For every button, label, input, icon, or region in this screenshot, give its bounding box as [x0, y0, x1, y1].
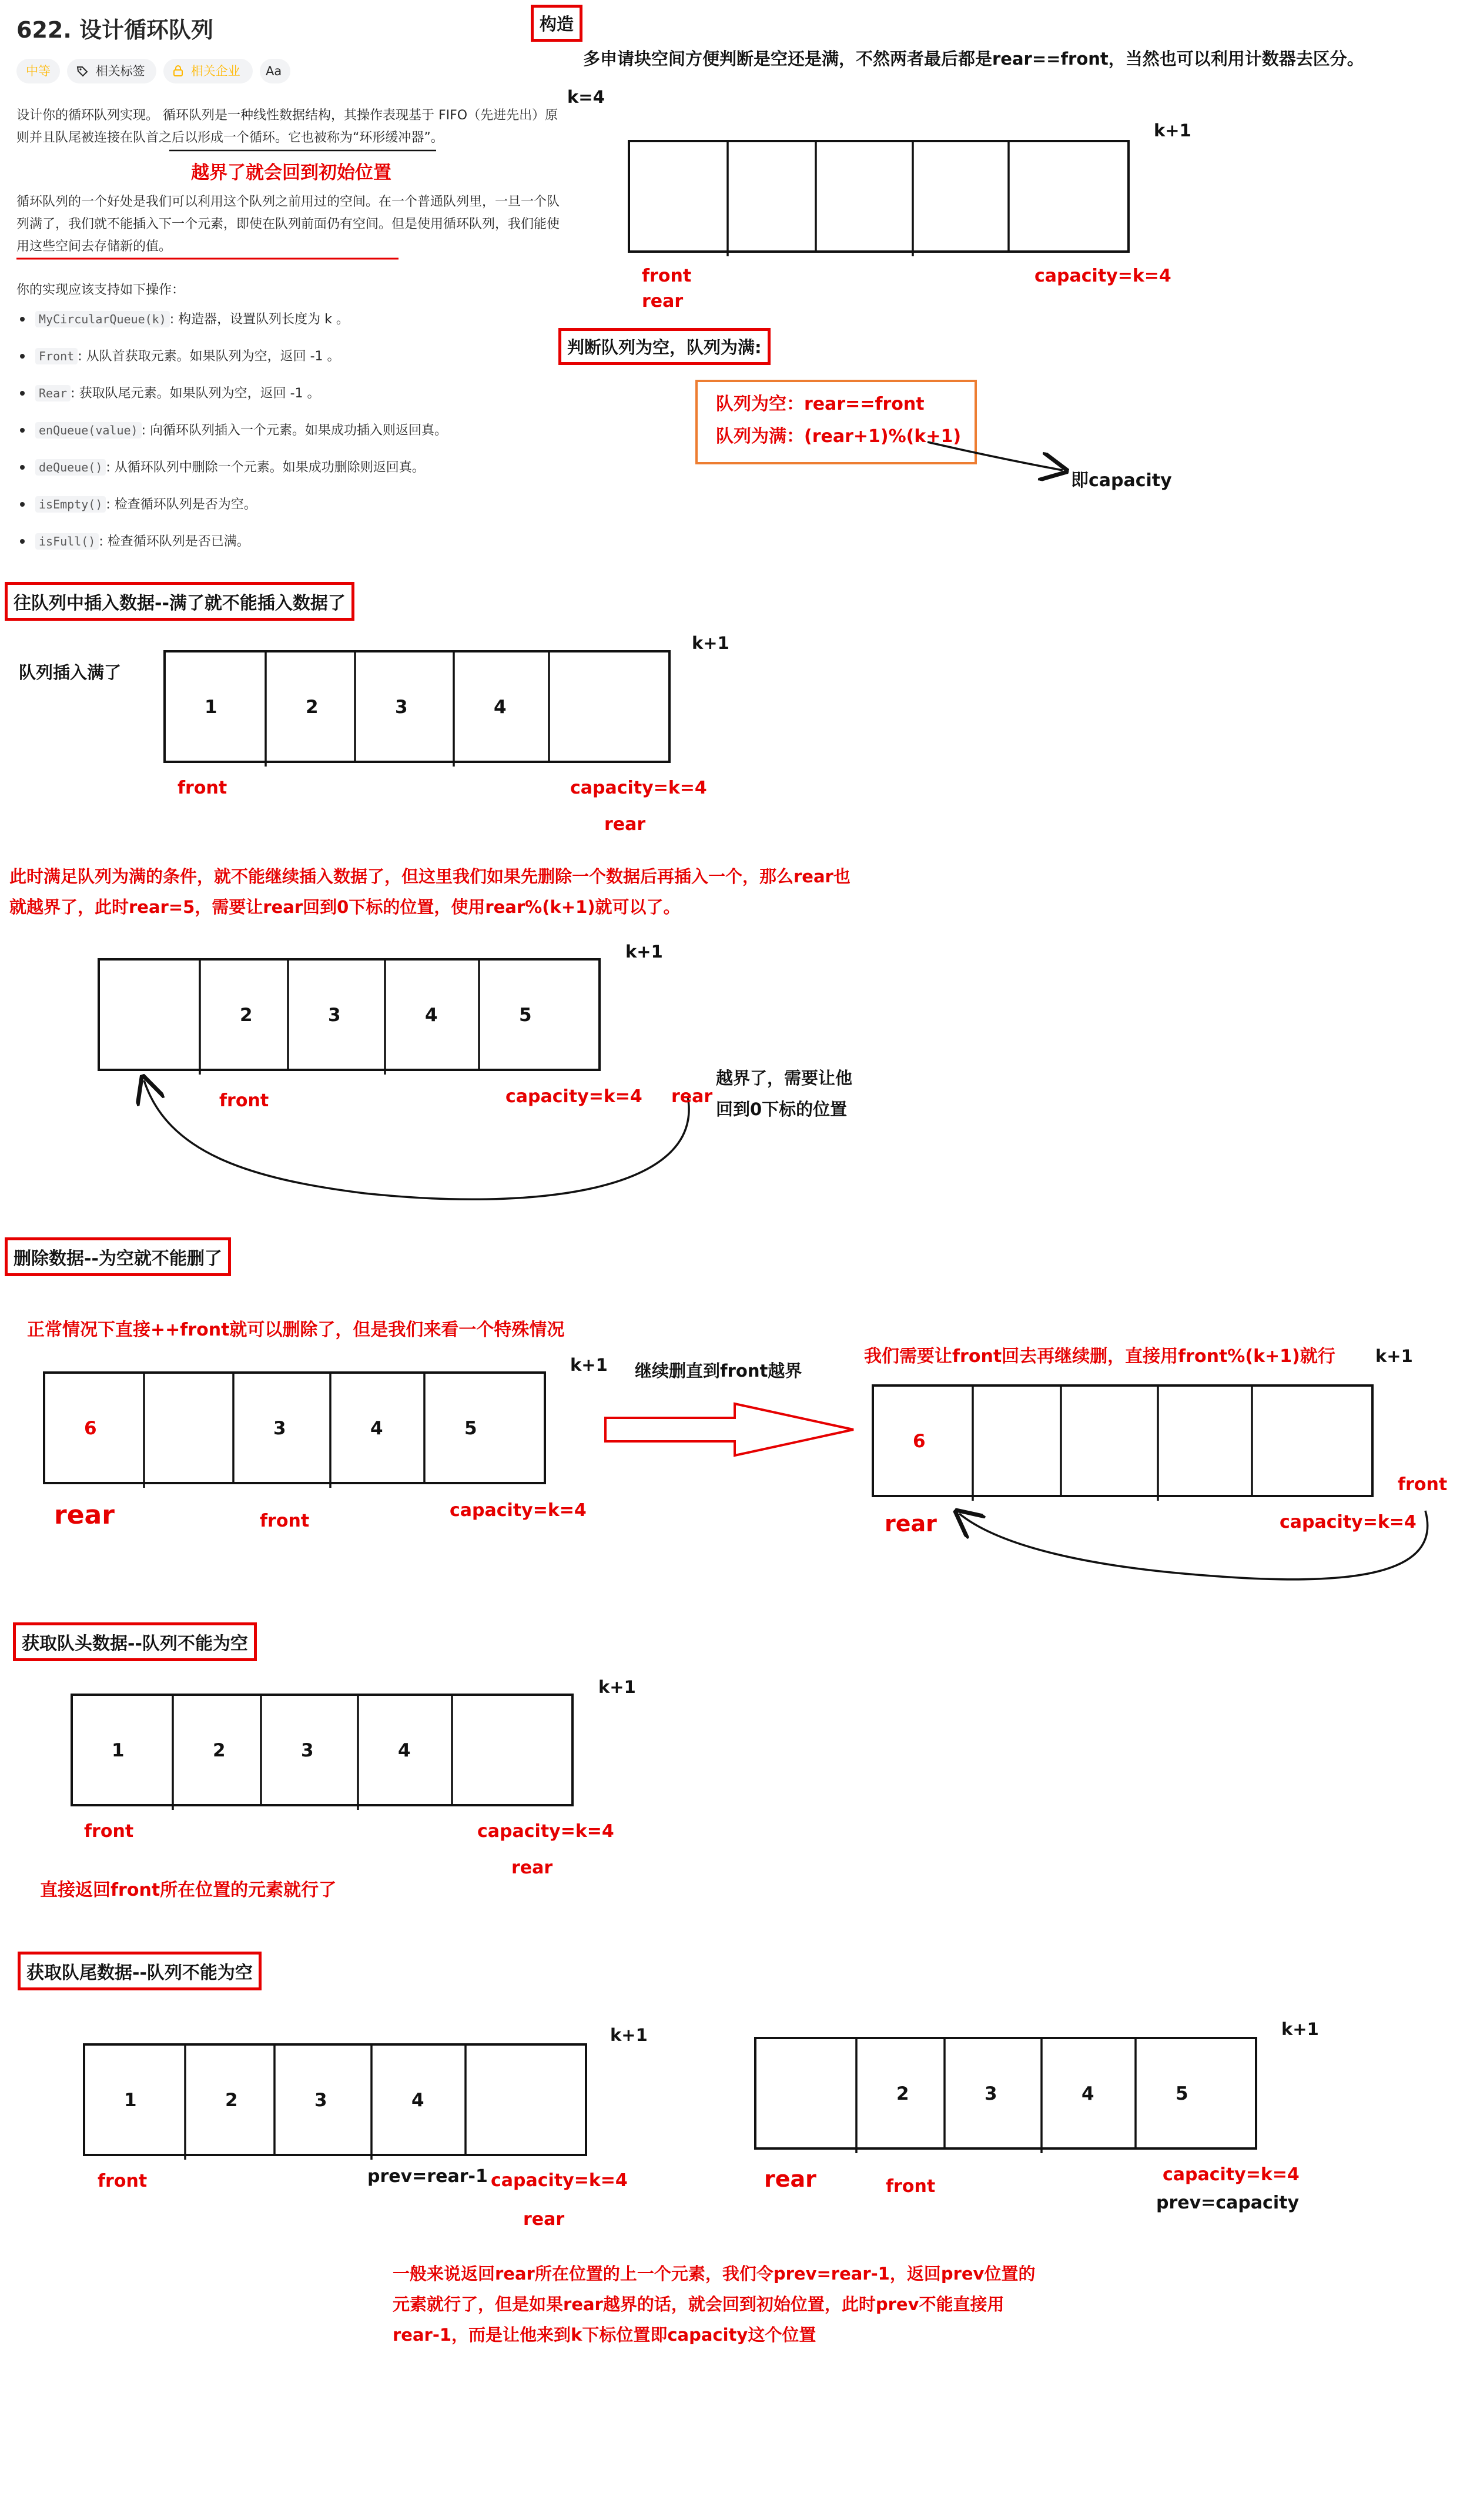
capacity-label: capacity=k=4 — [570, 778, 707, 798]
queue-array — [873, 1386, 1372, 1501]
queue-outline — [84, 2044, 586, 2155]
delete-fix-note: 我们需要让front回去再继续删，直接用front%(k+1)就行 — [864, 1346, 1335, 1367]
out-of-bound-note-1: 越界了，需要让他 — [716, 1068, 853, 1088]
op-code: MyCircularQueue(k) — [35, 311, 170, 327]
queue-cell-value: 4 — [411, 2090, 424, 2111]
queue-cell-value: 4 — [370, 1418, 383, 1439]
queue-cell-value: 3 — [395, 697, 408, 718]
op-text: : 向循环队列插入一个元素。如果成功插入则返回真。 — [141, 423, 447, 438]
queue-cell-value: 3 — [314, 2090, 327, 2111]
queue-cell-value: 2 — [240, 1005, 253, 1026]
k-plus-1-label: k+1 — [692, 633, 729, 653]
op-text: : 构造器，设置队列长度为 k 。 — [169, 312, 349, 327]
construct-note: 多申请块空间方便判断是空还是满，不然两者最后都是rear==front，当然也可以利用计数器去区分。 — [583, 49, 1364, 69]
description-paragraph-1: 设计你的循环队列实现。 循环队列是一种线性数据结构，其操作表现基于 FIFO（先进先出）原则并且队尾被连接在队首之后以形成一个循环。它也被称为“环形缓冲器”。 — [16, 108, 558, 145]
op-text: : 从循环队列中删除一个元素。如果成功删除则返回真。 — [106, 460, 425, 475]
rear-label: rear — [511, 1858, 553, 1878]
queue-cell-value: 1 — [124, 2090, 137, 2111]
queue-cell-value: 2 — [306, 697, 319, 718]
transition-arrow — [605, 1404, 853, 1455]
related-tags-label: 相关标签 — [95, 64, 145, 78]
front-label: front — [642, 266, 692, 286]
rear-label: rear — [671, 1086, 713, 1107]
op-code: deQueue() — [35, 459, 106, 476]
capacity-label: capacity=k=4 — [1163, 2164, 1300, 2185]
queue-outline — [72, 1695, 572, 1805]
queue-outline — [873, 1386, 1372, 1496]
queue-cell-value: 2 — [213, 1740, 226, 1761]
prev-capacity-label: prev=capacity — [1156, 2193, 1300, 2213]
queue-array — [165, 651, 669, 767]
queue-array — [629, 141, 1129, 256]
op-code: enQueue(value) — [35, 422, 142, 439]
queue-cell-value: 1 — [112, 1740, 125, 1761]
judge-heading: 判断队列为空，队列为满: — [558, 328, 771, 365]
op-text: : 从队首获取元素。如果队列为空，返回 -1 。 — [78, 349, 340, 364]
queue-array — [755, 2038, 1256, 2153]
rear-explain-line-1: 一般来说返回rear所在位置的上一个元素，我们令prev=rear-1，返回prev位置的 — [393, 2264, 1036, 2284]
queue-cell-value: 4 — [425, 1005, 438, 1026]
insert-heading: 往队列中插入数据--满了就不能插入数据了 — [5, 582, 354, 621]
related-companies-label: 相关企业 — [190, 64, 240, 78]
queue-array — [99, 959, 600, 1075]
queue-cell-value: 5 — [464, 1418, 477, 1439]
k-plus-1-label: k+1 — [1154, 121, 1191, 140]
capacity-note: 即capacity — [1071, 470, 1172, 491]
wrap-back-note: 越界了就会回到初始位置 — [191, 162, 391, 183]
capacity-label: capacity=k=4 — [450, 1500, 587, 1521]
rear-label: rear — [885, 1511, 937, 1537]
op-text: : 获取队尾元素。如果队列为空，返回 -1 。 — [71, 386, 320, 401]
front-label: front — [178, 778, 227, 798]
op-text: : 检查循环队列是否已满。 — [99, 534, 250, 549]
capacity-label: capacity=k=4 — [477, 1821, 614, 1842]
capacity-label: capacity=k=4 — [1034, 266, 1171, 286]
delete-heading: 删除数据--为空就不能删了 — [5, 1237, 231, 1276]
front-label: front — [260, 1511, 310, 1531]
queue-cell-value: 6 — [84, 1418, 97, 1439]
front-label: front — [219, 1090, 269, 1111]
queue-cell-value: 4 — [494, 697, 507, 718]
queue-cell-value: 2 — [225, 2090, 238, 2111]
queue-array — [44, 1373, 545, 1488]
op-text: : 检查循环队列是否为空。 — [106, 497, 257, 512]
queue-cell-value: 5 — [1176, 2083, 1188, 2104]
insert-explain-line-1: 此时满足队列为满的条件，就不能继续插入数据了，但这里我们如果先删除一个数据后再插入一个，那么rear也 — [9, 866, 851, 886]
construct-heading: 构造 — [531, 5, 582, 42]
op-code: isFull() — [35, 533, 99, 550]
rear-label: rear — [523, 2209, 565, 2230]
queue-cell-value: 3 — [301, 1740, 314, 1761]
out-of-bound-note-2: 回到0下标的位置 — [716, 1099, 848, 1119]
rear-label: rear — [764, 2166, 816, 2192]
queue-cell-value: 4 — [398, 1740, 411, 1761]
full-condition: 队列为满：(rear+1)%(k+1) — [716, 426, 962, 447]
get-front-note: 直接返回front所在位置的元素就行了 — [40, 1880, 337, 1900]
empty-condition: 队列为空：rear==front — [716, 394, 925, 414]
problem-title: 622. 设计循环队列 — [16, 17, 213, 43]
difficulty-label: 中等 — [26, 64, 51, 78]
op-code: isEmpty() — [35, 496, 106, 513]
get-rear-heading: 获取队尾数据--队列不能为空 — [18, 1952, 262, 1990]
rear-label: rear — [54, 1500, 115, 1530]
op-code: Rear — [35, 385, 71, 401]
front-label: front — [84, 1821, 134, 1842]
queue-cell-value: 1 — [205, 697, 217, 718]
k-plus-1-label: k+1 — [570, 1355, 608, 1375]
k-plus-1-label: k+1 — [625, 942, 663, 962]
queue-cell-value: 5 — [519, 1005, 532, 1026]
rear-explain-line-3: rear-1，而是让他来到k下标位置即capacity这个位置 — [393, 2325, 816, 2345]
queue-outline — [629, 141, 1129, 252]
queue-cell-value: 6 — [913, 1431, 926, 1452]
queue-outline — [165, 651, 669, 762]
prev-formula-label: prev=rear-1 — [367, 2166, 488, 2187]
capacity-label: capacity=k=4 — [505, 1086, 642, 1107]
insert-explain-line-2: 就越界了，此时rear=5，需要让rear回到0下标的位置，使用rear%(k+1)就可以了。 — [9, 897, 681, 917]
queue-diagrams — [44, 141, 1372, 2160]
rear-label: rear — [604, 814, 646, 835]
k-plus-1-label: k+1 — [1375, 1346, 1413, 1366]
queue-cell-value: 2 — [896, 2083, 909, 2104]
insert-full-label: 队列插入满了 — [19, 662, 122, 682]
delete-note: 正常情况下直接++front就可以删除了，但是我们来看一个特殊情况 — [27, 1320, 565, 1340]
description-paragraph-3: 你的实现应该支持如下操作： — [16, 283, 185, 297]
k-label: k=4 — [567, 87, 605, 107]
k-plus-1-label: k+1 — [1281, 2019, 1319, 2039]
queue-array — [72, 1695, 572, 1810]
description-paragraph-2: 循环队列的一个好处是我们可以利用这个队列之前用过的空间。在一个普通队列里，一旦一个队列满了，我们就不能插入下一个元素，即使在队列前面仍有空间。但是使用循环队列，我们能使用这些空间去存储新的值。 — [16, 195, 560, 254]
font-size-label: Aa — [266, 64, 282, 78]
queue-array — [84, 2044, 586, 2160]
continue-delete-note: 继续删直到front越界 — [635, 1361, 802, 1381]
queue-cell-value: 3 — [985, 2083, 997, 2104]
k-plus-1-label: k+1 — [610, 2025, 648, 2045]
queue-cell-value: 4 — [1081, 2083, 1094, 2104]
op-code: Front — [35, 348, 78, 364]
front-label: front — [1398, 1474, 1448, 1495]
rear-explain-line-2: 元素就行了，但是如果rear越界的话，就会回到初始位置，此时prev不能直接用 — [393, 2294, 1004, 2314]
capacity-label: capacity=k=4 — [491, 2170, 628, 2191]
front-label: front — [98, 2171, 148, 2191]
capacity-label: capacity=k=4 — [1280, 1512, 1417, 1532]
k-plus-1-label: k+1 — [598, 1677, 636, 1697]
queue-cell-value: 3 — [273, 1418, 286, 1439]
front-label: front — [886, 2176, 936, 2197]
rear-label: rear — [642, 291, 684, 312]
get-front-heading: 获取队头数据--队列不能为空 — [13, 1622, 257, 1661]
queue-cell-value: 3 — [328, 1005, 341, 1026]
